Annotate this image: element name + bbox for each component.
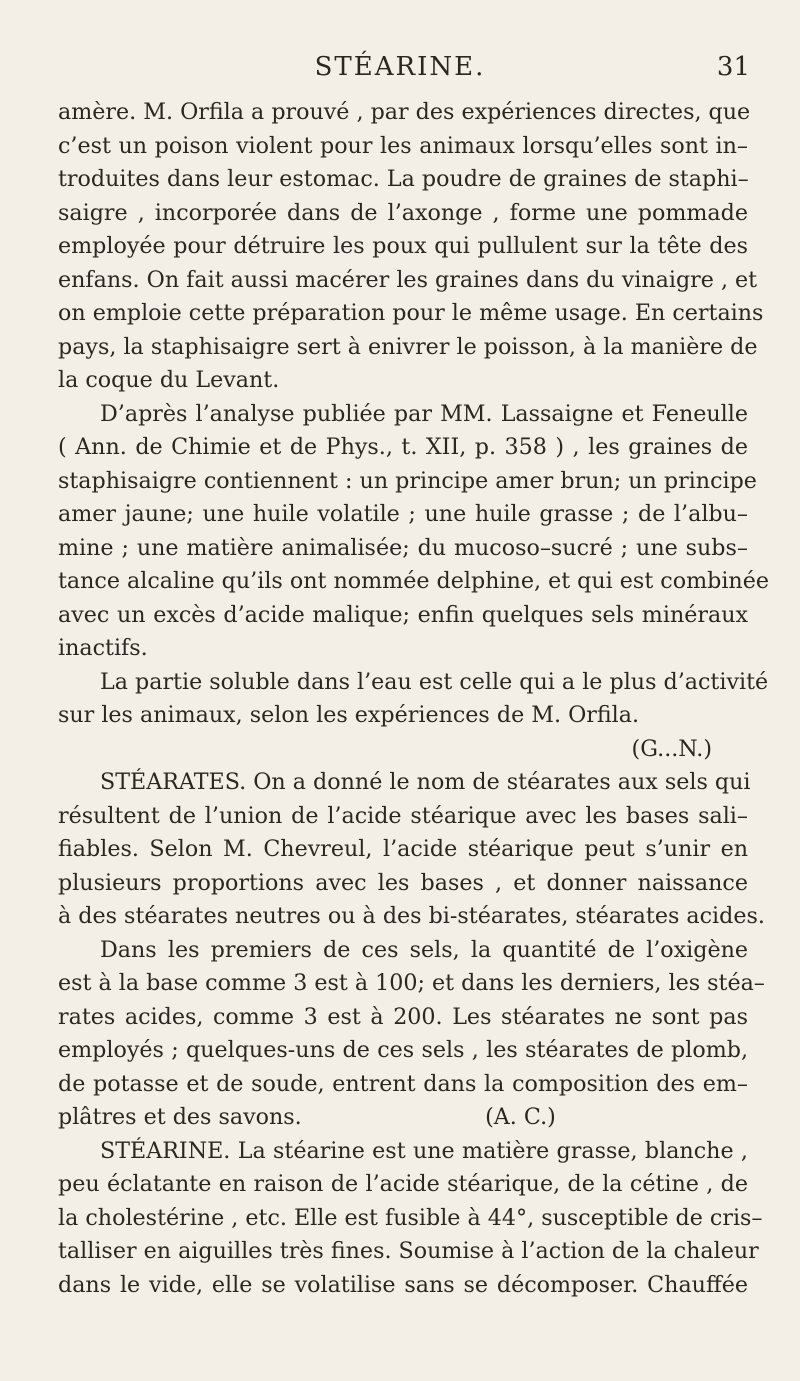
text-line: plâtres et des savons. (A. C.): [58, 1104, 556, 1130]
text-line: saigre , incorporée dans de l’axonge , forme une pommade: [58, 199, 748, 226]
text-line: la coque du Levant.: [58, 367, 280, 393]
page-title: STÉARINE.: [314, 52, 486, 82]
running-head: [0, 52, 800, 92]
text-line: D’après l’analyse publiée par MM. Lassaigne et Feneulle: [100, 400, 748, 427]
text-line: La partie soluble dans l’eau est celle qui a le plus d’activité: [100, 668, 769, 695]
text-line: STÉARINE. La stéarine est une matière grasse, blanche ,: [100, 1137, 748, 1164]
text-line: troduites dans leur estomac. La poudre de graines de staphi–: [58, 166, 749, 192]
page-number: 31: [716, 52, 750, 82]
author-signature: (G...N.): [631, 735, 712, 762]
text-line: dans le vide, elle se volatilise sans se décomposer. Chauffée: [58, 1271, 748, 1298]
text-line: fiables. Selon M. Chevreul, l’acide stéarique peut s’unir en: [58, 836, 748, 862]
text-line: est à la base comme 3 est à 100; et dans les derniers, les stéa–: [58, 970, 765, 996]
text-line: la cholestérine , etc. Elle est fusible à 44°, susceptible de cris–: [58, 1204, 763, 1231]
text-line: employée pour détruire les poux qui pullulent sur la tête des: [58, 233, 748, 259]
text-line: avec un excès d’acide malique; enfin quelques sels minéraux: [58, 601, 748, 628]
text-line: Dans les premiers de ces sels, la quantité de l’oxigène: [100, 936, 748, 963]
text-line: c’est un poison violent pour les animaux lorsqu’elles sont in–: [58, 132, 748, 159]
text-line: amer jaune; une huile volatile ; une huile grasse ; de l’albu–: [58, 501, 748, 527]
text-line: talliser en aiguilles très fines. Soumise à l’action de la chaleur: [58, 1238, 759, 1264]
text-line: pays, la staphisaigre sert à enivrer le poisson, à la manière de: [58, 333, 758, 360]
text-line: sur les animaux, selon les expériences de M. Orfila.: [58, 702, 640, 728]
text-line: résultent de l’union de l’acide stéarique avec les bases sali–: [58, 802, 748, 829]
text-line: mine ; une matière animalisée; du mucoso–sucré ; une subs–: [58, 534, 748, 561]
text-line: amère. M. Orfila a prouvé , par des expériences directes, que: [58, 99, 751, 125]
text-line: de potasse et de soude, entrent dans la composition des em–: [58, 1070, 748, 1097]
text-line: enfans. On fait aussi macérer les graines dans du vinaigre , et: [58, 266, 758, 293]
body-text: [58, 96, 769, 1302]
text-line: STÉARATES. On a donné le nom de stéarates aux sels qui: [100, 769, 751, 795]
text-line: staphisaigre contiennent : un principe amer brun; un principe: [58, 467, 757, 494]
text-line: inactifs.: [58, 635, 148, 661]
text-line: rates acides, comme 3 est à 200. Les stéarates ne sont pas: [58, 1003, 748, 1030]
text-line: ( Ann. de Chimie et de Phys., t. XII, p. 358 ) , les graines de: [58, 434, 748, 460]
text-line: à des stéarates neutres ou à des bi-stéarates, stéarates acides.: [58, 903, 765, 929]
text-line: tance alcaline qu’ils ont nommée delphine, et qui est combinée: [58, 568, 769, 594]
text-line: plusieurs proportions avec les bases , et donner naissance: [58, 869, 748, 896]
text-line: employés ; quelques-uns de ces sels , les stéarates de plomb,: [58, 1037, 748, 1063]
text-line: peu éclatante en raison de l’acide stéarique, de la cétine , de: [58, 1171, 748, 1197]
text-line: on emploie cette préparation pour le même usage. En certains: [58, 300, 764, 326]
